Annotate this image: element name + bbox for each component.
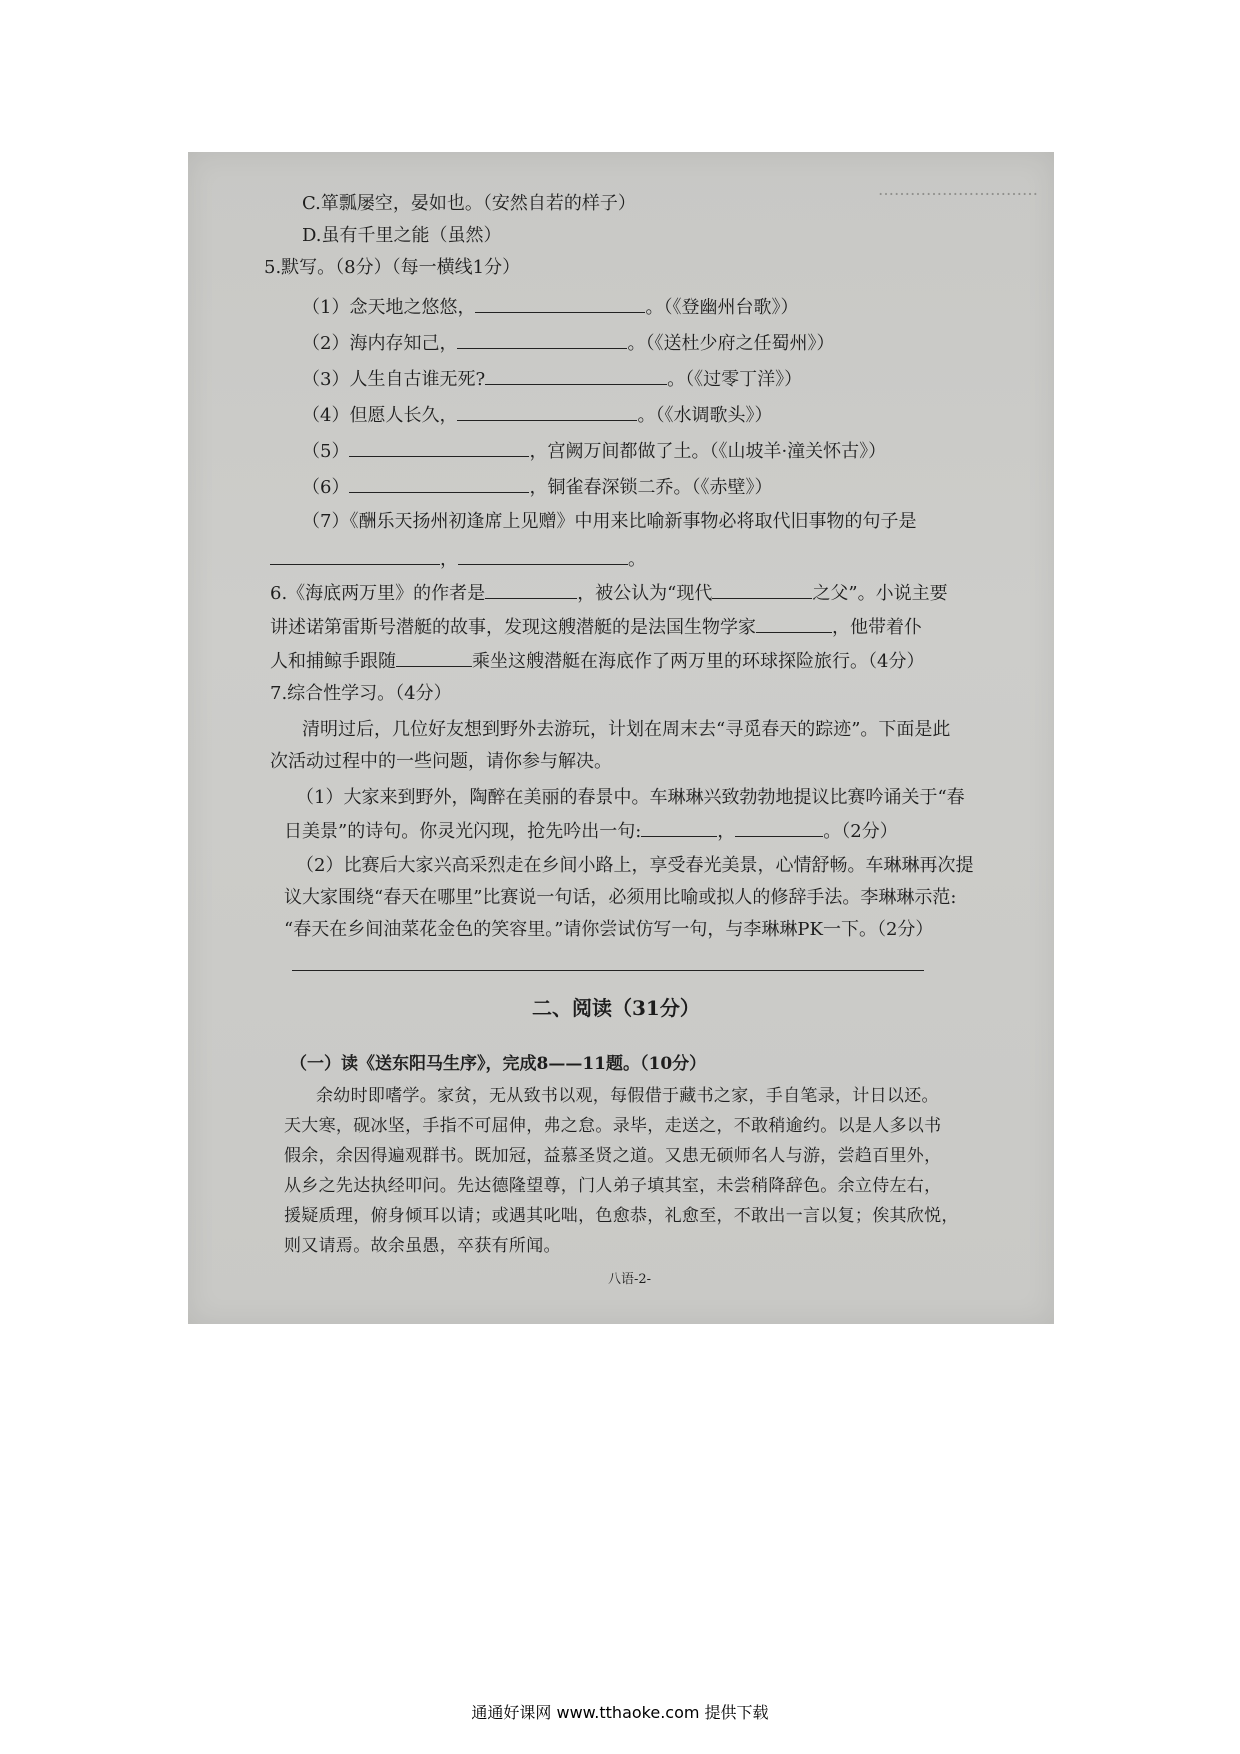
q7-1-line-2: 日美景”的诗句。你灵光闪现，抢先吟出一句: ， 。（2分） <box>284 818 898 844</box>
answer-blank[interactable] <box>485 366 667 385</box>
passage-line-3: 假余，余因得遍观群书。既加冠，益慕圣贤之道。又患无硕师名人与游，尝趋百里外， <box>284 1146 942 1166</box>
q7-paragraph-line-2: 次活动过程中的一些问题，请你参与解决。 <box>270 751 612 772</box>
passage-line-5: 援疑质理，俯身倾耳以请；或遇其叱咄，色愈恭，礼愈至，不敢出一言以复；俟其欣悦， <box>284 1206 959 1226</box>
q7-2-answer-line[interactable] <box>292 970 924 971</box>
q7-paragraph-line-1: 清明过后，几位好友想到野外去游玩，计划在周末去“寻觅春天的踪迹”。下面是此 <box>302 719 951 740</box>
passage-line-2: 天大寒，砚冰坚，手指不可屈伸，弗之怠。录毕，走送之，不敢稍逾约。以是人多以书 <box>284 1116 942 1136</box>
section-2-title: 二、阅读（31分） <box>532 996 700 1020</box>
q5-item-6: （6） ，铜雀春深锁二乔。（《赤壁》） <box>302 474 772 500</box>
q7-heading: 7.综合性学习。（4分） <box>270 683 452 704</box>
bleed-through-text: ………………………… <box>878 180 1038 199</box>
option-c: C.箪瓢屡空，晏如也。（安然自若的样子） <box>302 193 636 214</box>
q7-2-line-3: “春天在乡间油菜花金色的笑容里。”请你尝试仿写一句，与李琳琳PK一下。（2分） <box>284 919 934 940</box>
answer-blank[interactable] <box>485 580 577 599</box>
answer-blank[interactable] <box>458 546 628 565</box>
scanned-page <box>188 152 1054 1324</box>
q5-heading: 5.默写。（8分）（每一横线1分） <box>264 257 521 278</box>
q6-line-3: 人和捕鲸手跟随 乘坐这艘潜艇在海底作了两万里的环球探险旅行。（4分） <box>270 648 924 674</box>
answer-blank[interactable] <box>349 438 529 457</box>
answer-blank[interactable] <box>457 402 637 421</box>
q5-item-7: （7）《酬乐天扬州初逢席上见赠》中用来比喻新事物必将取代旧事物的句子是 <box>302 511 917 532</box>
passage-line-6: 则又请焉。故余虽愚，卒获有所闻。 <box>284 1236 561 1256</box>
q5-item-1: （1）念天地之悠悠， 。（《登幽州台歌》） <box>302 294 798 320</box>
q5-item-2: （2）海内存知己， 。（《送杜少府之任蜀州》） <box>302 330 834 356</box>
q7-2-line-2: 议大家围绕“春天在哪里”比赛说一句话，必须用比喻或拟人的修辞手法。李琳琳示范: <box>284 887 957 908</box>
answer-blank[interactable] <box>735 818 823 837</box>
answer-blank[interactable] <box>475 294 645 313</box>
answer-blank[interactable] <box>270 546 440 565</box>
page-number: 八语-2- <box>608 1272 652 1287</box>
q7-2-line-1: （2）比赛后大家兴高采烈走在乡间小路上，享受春光美景，心情舒畅。车琳琳再次提 <box>296 855 974 876</box>
answer-blank[interactable] <box>641 818 717 837</box>
answer-blank[interactable] <box>349 474 529 493</box>
q5-item-5: （5） ，宫阙万间都做了土。（《山坡羊·潼关怀古》） <box>302 438 886 464</box>
q5-item-4: （4）但愿人长久， 。（《水调歌头》） <box>302 402 772 428</box>
passage-line-1: 余幼时即嗜学。家贫，无从致书以观，每假借于藏书之家，手自笔录，计日以还。 <box>316 1086 939 1106</box>
reading-1-heading: （一）读《送东阳马生序》，完成8——11题。（10分） <box>290 1054 707 1074</box>
answer-blank[interactable] <box>756 614 832 633</box>
q6-line-2: 讲述诺第雷斯号潜艇的故事，发现这艘潜艇的是法国生物学家 ，他带着仆 <box>270 614 922 640</box>
answer-blank[interactable] <box>457 330 627 349</box>
q5-item-7-answer: ， 。 <box>270 546 646 572</box>
q7-1-line-1: （1）大家来到野外，陶醉在美丽的春景中。车琳琳兴致勃勃地提议比赛吟诵关于“春 <box>296 787 965 808</box>
answer-blank[interactable] <box>396 648 472 667</box>
footer-credit: 通通好课网 www.tthaoke.com 提供下载 <box>471 1703 769 1722</box>
q5-item-3: （3）人生自古谁无死? 。（《过零丁洋》） <box>302 366 802 392</box>
option-d: D.虽有千里之能（虽然） <box>302 225 502 246</box>
passage-line-4: 从乡之先达执经叩问。先达德隆望尊，门人弟子填其室，未尝稍降辞色。余立侍左右， <box>284 1176 942 1196</box>
q6-line-1: 6.《海底两万里》的作者是 ，被公认为“现代 之父”。小说主要 <box>270 580 948 606</box>
answer-blank[interactable] <box>712 580 812 599</box>
